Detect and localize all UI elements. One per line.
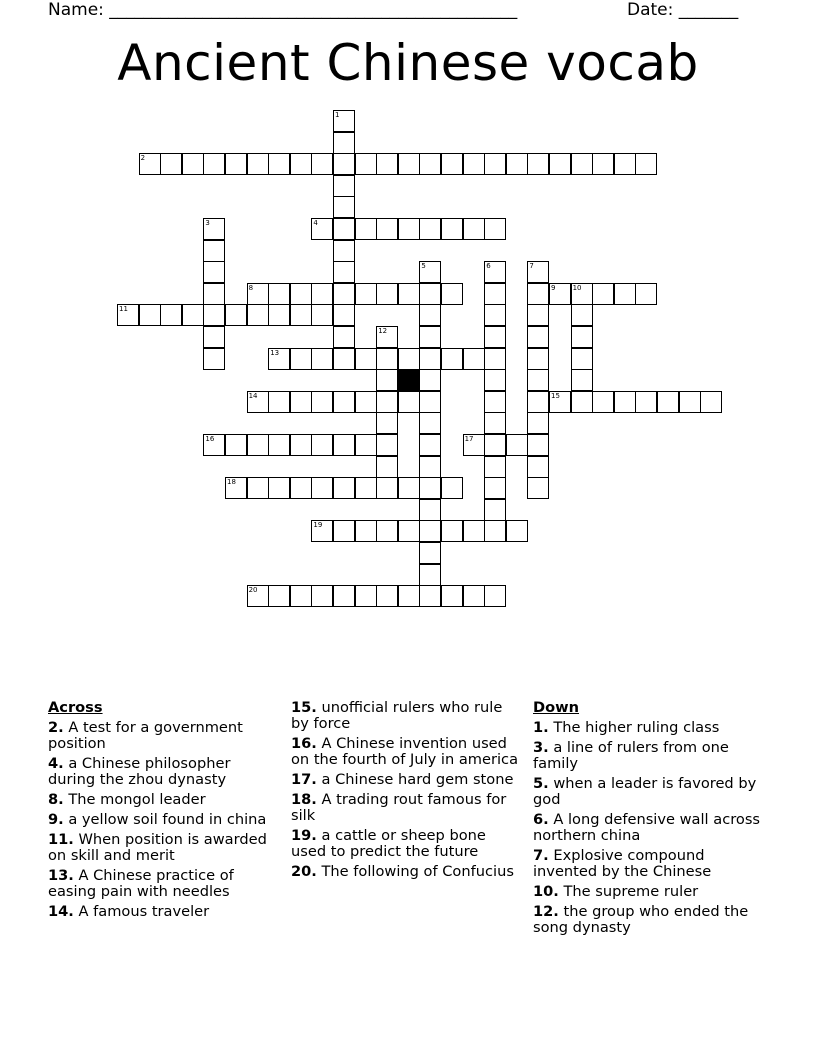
- crossword-cell[interactable]: [419, 520, 441, 542]
- crossword-cell[interactable]: [376, 456, 398, 478]
- crossword-cell[interactable]: [203, 153, 225, 175]
- clue-item-number: 19.: [291, 827, 317, 844]
- crossword-cell[interactable]: [225, 304, 247, 326]
- clue-item: [48, 792, 280, 808]
- crossword-cell[interactable]: [419, 261, 441, 283]
- crossword-cell[interactable]: [290, 348, 312, 370]
- clue-item-number: 15.: [291, 699, 317, 716]
- crossword-cell[interactable]: [311, 304, 333, 326]
- clue-number: 11: [119, 305, 128, 314]
- clue-item: [48, 868, 280, 900]
- clue-item-number: 11.: [48, 831, 74, 848]
- crossword-cell[interactable]: [290, 477, 312, 499]
- crossword-cell[interactable]: [268, 477, 290, 499]
- crossword-cell[interactable]: [333, 348, 355, 370]
- crossword-cell[interactable]: [268, 153, 290, 175]
- crossword-cell[interactable]: [527, 434, 549, 456]
- crossword-cell[interactable]: [355, 434, 377, 456]
- crossword-cell[interactable]: [333, 434, 355, 456]
- crossword-cell[interactable]: [441, 585, 463, 607]
- clue-item-text: When position is awarded on skill and merit: [48, 831, 267, 864]
- crossword-cell[interactable]: [247, 153, 269, 175]
- clue-item: [533, 776, 765, 808]
- crossword-cell[interactable]: [355, 218, 377, 240]
- crossword-cell[interactable]: [333, 477, 355, 499]
- crossword-cell[interactable]: [441, 477, 463, 499]
- down-clue-list: [533, 720, 765, 936]
- crossword-cell[interactable]: [484, 585, 506, 607]
- date-field-label: Date: _______: [627, 0, 739, 20]
- crossword-cell[interactable]: [527, 326, 549, 348]
- crossword-cell[interactable]: [527, 153, 549, 175]
- crossword-cell[interactable]: [376, 585, 398, 607]
- crossword-cell[interactable]: [527, 283, 549, 305]
- crossword-cell[interactable]: [355, 283, 377, 305]
- crossword-cell[interactable]: [398, 283, 420, 305]
- clue-item-number: 1.: [533, 719, 549, 736]
- crossword-cell[interactable]: [203, 348, 225, 370]
- crossword-cell[interactable]: [398, 218, 420, 240]
- crossword-cell[interactable]: [419, 153, 441, 175]
- down-heading: Down: [533, 699, 580, 716]
- crossword-cell[interactable]: [419, 456, 441, 478]
- clue-item-text: unofficial rulers who rule by force: [291, 699, 503, 732]
- crossword-cell[interactable]: [506, 434, 528, 456]
- crossword-cell[interactable]: [376, 412, 398, 434]
- crossword-cell[interactable]: [268, 585, 290, 607]
- crossword-cell[interactable]: [398, 391, 420, 413]
- crossword-cell[interactable]: [333, 283, 355, 305]
- across-clue-list: [48, 720, 280, 920]
- crossword-cell[interactable]: [247, 434, 269, 456]
- crossword-cell[interactable]: [484, 499, 506, 521]
- across-clue-list-continued: [291, 700, 523, 880]
- clues-column-2: [291, 700, 523, 884]
- crossword-cell[interactable]: [355, 520, 377, 542]
- clue-number: 16: [205, 435, 215, 443]
- clue-item-text: a line of rulers from one family: [533, 739, 729, 772]
- crossword-cell[interactable]: [290, 283, 312, 305]
- crossword-cell[interactable]: [441, 153, 463, 175]
- crossword-cell[interactable]: [203, 261, 225, 283]
- crossword-cell[interactable]: [571, 283, 593, 305]
- clue-number: 17: [464, 435, 474, 443]
- crossword-cell[interactable]: [333, 218, 355, 240]
- clue-item: [291, 700, 523, 732]
- crossword-cell[interactable]: [571, 348, 593, 370]
- crossword-cell[interactable]: [225, 153, 247, 175]
- crossword-cell[interactable]: [290, 391, 312, 413]
- crossword-cell[interactable]: [333, 261, 355, 283]
- clue-number: 8: [248, 283, 254, 292]
- crossword-cell[interactable]: [527, 412, 549, 434]
- crossword-cell[interactable]: [419, 477, 441, 499]
- clue-number: 7: [529, 262, 534, 271]
- crossword-cell[interactable]: [203, 326, 225, 348]
- crossword-cell[interactable]: [376, 477, 398, 499]
- crossword-cell[interactable]: [203, 218, 225, 240]
- crossword-cell[interactable]: [333, 304, 355, 326]
- clue-number: 3: [205, 219, 210, 227]
- crossword-cell[interactable]: [484, 153, 506, 175]
- crossword-cell[interactable]: [441, 283, 463, 305]
- crossword-cell[interactable]: [419, 391, 441, 413]
- crossword-cell[interactable]: [333, 175, 355, 197]
- crossword-cell[interactable]: [333, 132, 355, 154]
- crossword-cell[interactable]: [182, 304, 204, 326]
- clue-number: 19: [313, 521, 323, 530]
- clue-item-text: A test for a government position: [48, 719, 243, 752]
- clue-item: [533, 904, 765, 936]
- crossword-cell[interactable]: [571, 391, 593, 413]
- crossword-cell[interactable]: [679, 391, 701, 413]
- crossword-cell[interactable]: [419, 434, 441, 456]
- crossword-cell[interactable]: [549, 153, 571, 175]
- crossword-cell[interactable]: [419, 348, 441, 370]
- clue-number: 10: [572, 283, 582, 292]
- crossword-cell[interactable]: [139, 153, 161, 175]
- crossword-cell[interactable]: [571, 304, 593, 326]
- crossword-cell[interactable]: [484, 391, 506, 413]
- clue-item-text: The higher ruling class: [548, 719, 720, 736]
- crossword-cell[interactable]: [398, 153, 420, 175]
- crossword-cell[interactable]: [268, 434, 290, 456]
- clue-item-number: 3.: [533, 739, 549, 756]
- name-field-label: Name: ________________________________________________: [48, 0, 518, 20]
- crossword-cell[interactable]: [376, 283, 398, 305]
- crossword-cell[interactable]: [225, 434, 247, 456]
- crossword-cell[interactable]: [463, 520, 485, 542]
- crossword-cell[interactable]: [376, 218, 398, 240]
- crossword-cell[interactable]: [527, 369, 549, 391]
- clue-number: 6: [486, 262, 491, 271]
- crossword-cell[interactable]: [419, 585, 441, 607]
- crossword-cell[interactable]: [311, 391, 333, 413]
- crossword-cell[interactable]: [333, 391, 355, 413]
- crossword-cell[interactable]: [203, 434, 225, 456]
- crossword-cell[interactable]: [355, 477, 377, 499]
- crossword-cell[interactable]: [441, 218, 463, 240]
- crossword-cell[interactable]: [333, 153, 355, 175]
- crossword-cell[interactable]: [484, 283, 506, 305]
- clue-item-text: The mongol leader: [63, 791, 206, 808]
- crossword-cell[interactable]: [355, 348, 377, 370]
- crossword-cell[interactable]: [419, 283, 441, 305]
- clue-item-number: 16.: [291, 735, 317, 752]
- crossword-cell[interactable]: [290, 304, 312, 326]
- crossword-cell[interactable]: [311, 153, 333, 175]
- clue-item-text: A trading rout famous for silk: [291, 791, 507, 824]
- crossword-cell[interactable]: [419, 304, 441, 326]
- clue-item-number: 10.: [533, 883, 559, 900]
- crossword-cell[interactable]: [527, 348, 549, 370]
- clue-item-text: a Chinese philosopher during the zhou dynasty: [48, 755, 231, 788]
- crossword-cell[interactable]: [441, 348, 463, 370]
- crossword-cell[interactable]: [484, 456, 506, 478]
- crossword-cell[interactable]: [398, 477, 420, 499]
- crossword-cell[interactable]: [290, 153, 312, 175]
- crossword-black-cell: [398, 369, 420, 391]
- crossword-cell[interactable]: [268, 348, 290, 370]
- crossword-cell[interactable]: [592, 153, 614, 175]
- crossword-cell[interactable]: [311, 283, 333, 305]
- clue-item-number: 6.: [533, 811, 549, 828]
- crossword-cell[interactable]: [117, 304, 139, 326]
- crossword-cell[interactable]: [419, 326, 441, 348]
- crossword-cell[interactable]: [311, 434, 333, 456]
- crossword-cell[interactable]: [527, 456, 549, 478]
- crossword-cell[interactable]: [182, 153, 204, 175]
- crossword-cell[interactable]: [700, 391, 722, 413]
- crossword-cell[interactable]: [398, 585, 420, 607]
- clue-item-text: A Chinese practice of easing pain with needles: [48, 867, 234, 900]
- crossword-cell[interactable]: [419, 499, 441, 521]
- clue-item-text: A Chinese invention used on the fourth of July in america: [291, 735, 519, 768]
- clue-item-number: 14.: [48, 903, 74, 920]
- crossword-cell[interactable]: [376, 391, 398, 413]
- clue-item: [48, 832, 280, 864]
- crossword-cell[interactable]: [549, 391, 571, 413]
- crossword-cell[interactable]: [419, 564, 441, 586]
- crossword-cell[interactable]: [614, 283, 636, 305]
- crossword-cell[interactable]: [484, 261, 506, 283]
- crossword-cell[interactable]: [355, 585, 377, 607]
- crossword-cell[interactable]: [247, 585, 269, 607]
- clue-item: [291, 828, 523, 860]
- crossword-cell[interactable]: [203, 240, 225, 262]
- clue-item-number: 9.: [48, 811, 64, 828]
- crossword-cell[interactable]: [268, 304, 290, 326]
- clue-item: [48, 720, 280, 752]
- crossword-cell[interactable]: [419, 412, 441, 434]
- crossword-cell[interactable]: [506, 520, 528, 542]
- crossword-cell[interactable]: [247, 477, 269, 499]
- clue-item-number: 2.: [48, 719, 64, 736]
- clue-item: [291, 772, 523, 788]
- crossword-cell[interactable]: [614, 153, 636, 175]
- crossword-cell[interactable]: [527, 261, 549, 283]
- clues-column-1: [48, 700, 280, 924]
- clue-item: [48, 812, 280, 828]
- clue-item: [533, 884, 765, 900]
- crossword-cell[interactable]: [484, 348, 506, 370]
- crossword-cell[interactable]: [484, 369, 506, 391]
- clue-item-text: a yellow soil found in china: [63, 811, 267, 828]
- crossword-cell[interactable]: [463, 585, 485, 607]
- crossword-cell[interactable]: [139, 304, 161, 326]
- clue-item-number: 8.: [48, 791, 64, 808]
- crossword-cell[interactable]: [527, 391, 549, 413]
- crossword-cell[interactable]: [247, 304, 269, 326]
- clue-number: 14: [248, 391, 258, 400]
- clue-number: 12: [378, 327, 388, 335]
- crossword-cell[interactable]: [463, 218, 485, 240]
- clue-item-number: 17.: [291, 771, 317, 788]
- crossword-cell[interactable]: [225, 477, 247, 499]
- crossword-cell[interactable]: [203, 283, 225, 305]
- crossword-cell[interactable]: [484, 434, 506, 456]
- clue-number: 1: [335, 111, 340, 119]
- crossword-cell[interactable]: [160, 153, 182, 175]
- crossword-cell[interactable]: [657, 391, 679, 413]
- clue-number: 2: [140, 154, 146, 163]
- clue-item: [48, 904, 280, 920]
- crossword-cell[interactable]: [268, 391, 290, 413]
- crossword-cell[interactable]: [635, 283, 657, 305]
- clue-item-text: The following of Confucius: [316, 863, 514, 880]
- crossword-cell[interactable]: [571, 153, 593, 175]
- crossword-cell[interactable]: [376, 369, 398, 391]
- crossword-cell[interactable]: [311, 348, 333, 370]
- crossword-cell[interactable]: [398, 348, 420, 370]
- crossword-cell[interactable]: [376, 153, 398, 175]
- clue-number: 5: [421, 262, 426, 271]
- crossword-cell[interactable]: [527, 477, 549, 499]
- crossword-cell[interactable]: [571, 326, 593, 348]
- crossword-cell[interactable]: [398, 520, 420, 542]
- clue-item: [533, 812, 765, 844]
- crossword-cell[interactable]: [333, 520, 355, 542]
- clue-item: [291, 736, 523, 768]
- crossword-cell[interactable]: [441, 520, 463, 542]
- clue-item-number: 20.: [291, 863, 317, 880]
- crossword-cell[interactable]: [592, 391, 614, 413]
- crossword-cell[interactable]: [376, 326, 398, 348]
- clue-item-text: a Chinese hard gem stone: [316, 771, 514, 788]
- clue-item-text: when a leader is favored by god: [533, 775, 757, 808]
- clue-number: 18: [227, 478, 236, 487]
- clue-item-number: 13.: [48, 867, 74, 884]
- crossword-cell[interactable]: [419, 369, 441, 391]
- crossword-cell[interactable]: [549, 283, 571, 305]
- clue-item-text: A long defensive wall across northern china: [533, 811, 761, 844]
- crossword-cell[interactable]: [376, 348, 398, 370]
- clue-number: 20: [248, 586, 258, 595]
- crossword-cell[interactable]: [268, 283, 290, 305]
- crossword-cell[interactable]: [290, 585, 312, 607]
- clue-item-text: the group who ended the song dynasty: [533, 903, 749, 936]
- across-heading: Across: [48, 699, 103, 716]
- crossword-cell[interactable]: [333, 110, 355, 132]
- crossword-cell[interactable]: [484, 304, 506, 326]
- crossword-cell[interactable]: [463, 348, 485, 370]
- crossword-cell[interactable]: [247, 283, 269, 305]
- crossword-cell[interactable]: [160, 304, 182, 326]
- crossword-cell[interactable]: [376, 520, 398, 542]
- clue-item: [48, 756, 280, 788]
- crossword-cell[interactable]: [203, 304, 225, 326]
- crossword-cell[interactable]: [311, 585, 333, 607]
- crossword-cell[interactable]: [484, 477, 506, 499]
- crossword-cell[interactable]: [635, 391, 657, 413]
- crossword-cell[interactable]: [614, 391, 636, 413]
- clue-item: [533, 740, 765, 772]
- crossword-cell[interactable]: [311, 218, 333, 240]
- clue-item-text: Explosive compound invented by the Chinese: [533, 847, 712, 880]
- crossword-cell[interactable]: [484, 326, 506, 348]
- crossword-cell[interactable]: [247, 391, 269, 413]
- clue-item: [533, 720, 765, 736]
- clue-item-text: The supreme ruler: [558, 883, 699, 900]
- clue-item-text: a cattle or sheep bone used to predict the future: [291, 827, 486, 860]
- page-title: Ancient Chinese vocab: [117, 34, 699, 92]
- clue-item: [533, 848, 765, 880]
- crossword-cell[interactable]: [333, 326, 355, 348]
- crossword-cell[interactable]: [355, 153, 377, 175]
- crossword-cell[interactable]: [333, 585, 355, 607]
- clue-number: 9: [551, 283, 556, 292]
- crossword-cell[interactable]: [506, 153, 528, 175]
- crossword-cell[interactable]: [311, 477, 333, 499]
- crossword-cell[interactable]: [463, 153, 485, 175]
- clue-item-number: 5.: [533, 775, 549, 792]
- crossword-cell[interactable]: [484, 412, 506, 434]
- clue-number: 13: [270, 348, 280, 357]
- clues-column-3: [533, 700, 765, 940]
- clue-item: [291, 792, 523, 824]
- crossword-cell[interactable]: [484, 520, 506, 542]
- crossword-cell[interactable]: [333, 196, 355, 218]
- clue-number: 4: [313, 219, 318, 227]
- crossword-cell[interactable]: [527, 304, 549, 326]
- clue-item-number: 18.: [291, 791, 317, 808]
- crossword-cell[interactable]: [376, 434, 398, 456]
- crossword-cell[interactable]: [571, 369, 593, 391]
- crossword-cell[interactable]: [355, 391, 377, 413]
- clue-item-text: A famous traveler: [73, 903, 210, 920]
- crossword-cell[interactable]: [333, 240, 355, 262]
- crossword-cell[interactable]: [419, 218, 441, 240]
- crossword-cell[interactable]: [484, 218, 506, 240]
- crossword-cell[interactable]: [463, 434, 485, 456]
- crossword-cell[interactable]: [635, 153, 657, 175]
- clue-number: 15: [551, 391, 560, 400]
- crossword-cell[interactable]: [419, 542, 441, 564]
- clue-item-number: 7.: [533, 847, 549, 864]
- crossword-cell[interactable]: [592, 283, 614, 305]
- clue-item-number: 4.: [48, 755, 64, 772]
- crossword-cell[interactable]: [311, 520, 333, 542]
- crossword-cell[interactable]: [290, 434, 312, 456]
- clue-item: [291, 864, 523, 880]
- clue-item-number: 12.: [533, 903, 559, 920]
